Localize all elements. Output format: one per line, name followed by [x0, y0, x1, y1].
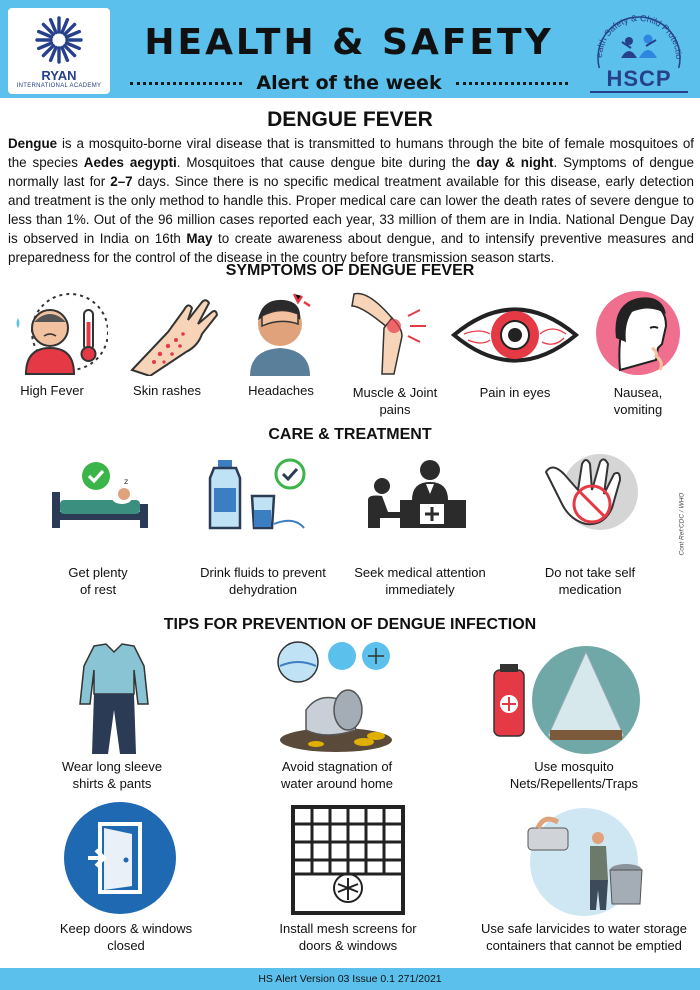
- intro-bold-species: Aedes aegypti: [83, 155, 177, 170]
- page-header-subtitle: Alert of the week: [256, 72, 442, 94]
- symptom-label: High Fever: [20, 383, 84, 398]
- care-label-line2: immediately: [385, 582, 455, 597]
- dotted-divider-right: [456, 82, 568, 85]
- prevention-mosquito-nets: [482, 758, 666, 792]
- symptoms-title: SYMPTOMS OF DENGUE FEVER: [225, 262, 475, 279]
- intro-text-2: . Mosquitoes that cause dengue bite during the: [176, 155, 477, 170]
- joint-pain-icon: [348, 288, 434, 378]
- intro-bold-time: day & night: [476, 155, 554, 170]
- drink-fluids-icon: [204, 458, 314, 530]
- prevention-label-line2: shirts & pants: [72, 776, 152, 791]
- stagnant-water-icon: [276, 640, 394, 756]
- symptom-nausea: [582, 384, 694, 418]
- symptom-muscle-joint: [340, 384, 450, 418]
- svg-text:Health Safety & Child Protecti: [584, 8, 684, 59]
- hscp-underline: [590, 91, 688, 93]
- prevention-label: Wear long sleeve: [61, 759, 163, 774]
- subtitle-row: [118, 72, 580, 94]
- symptom-label-line2: vomiting: [613, 402, 663, 417]
- footer-version: HS Alert Version 03 Issue 0.1 271/2021: [0, 968, 700, 990]
- prevention-label-line2: water around home: [280, 776, 393, 791]
- ryan-logo-subtitle: INTERNATIONAL ACADEMY: [16, 83, 102, 89]
- symptom-fever: [0, 382, 104, 399]
- symptom-label: Muscle & Joint: [352, 385, 438, 400]
- care-no-self-medication: [530, 564, 650, 598]
- nausea-icon: [592, 288, 684, 378]
- closed-door-icon: [60, 800, 180, 916]
- intro-bold-dengue: Dengue: [8, 136, 58, 151]
- source-note-text: Cont Ref:CDC / WHO: [678, 492, 686, 556]
- symptom-label-line2: pains: [379, 402, 411, 417]
- hscp-logo-text: HSCP: [606, 66, 672, 91]
- prevention-avoid-stagnation: [264, 758, 410, 792]
- long-sleeves-icon: [78, 640, 150, 756]
- prevention-mesh-screens: [266, 920, 430, 954]
- care-label-line2: of rest: [79, 582, 117, 597]
- intro-bold-month: May: [186, 231, 213, 246]
- prevention-label-line2: closed: [107, 938, 145, 953]
- mesh-screen-icon: [290, 804, 406, 916]
- prevention-label: Use mosquito: [534, 759, 614, 774]
- prevention-label-line2: doors & windows: [298, 938, 398, 953]
- hscp-emblem-icon: [584, 8, 694, 68]
- ryan-emblem-icon: [8, 8, 110, 68]
- intro-bold-days: 2–7: [110, 174, 133, 189]
- mosquito-net-icon: [490, 644, 640, 756]
- hscp-arc-text: ealth Safety & Child Protectio: [593, 12, 685, 60]
- headache-icon: [240, 290, 322, 376]
- intro-text-5: to create awareness about dengue, and to intensify preventive measures and preparedness for the control of the disease in the country before transmission season starts.: [8, 231, 694, 265]
- symptom-skin-rashes: [112, 382, 222, 399]
- prevention-label: Keep doors & windows: [59, 921, 193, 936]
- ryan-logo-name: RYAN: [41, 68, 77, 83]
- skin-rash-icon: [128, 290, 220, 376]
- prevention-larvicides: [474, 920, 694, 954]
- care-drink-fluids: [190, 564, 336, 598]
- prevention-label: Use safe larvicides to water storage: [481, 921, 687, 936]
- symptom-label: Nausea,: [613, 385, 663, 400]
- ryan-logo: [8, 8, 110, 94]
- prevention-label-line2: Nets/Repellents/Traps: [509, 776, 639, 791]
- hscp-logo: [584, 8, 694, 94]
- care-label-line2: dehydration: [229, 582, 297, 597]
- care-rest: [36, 564, 160, 598]
- larvicide-icon: [524, 800, 644, 920]
- no-self-medication-icon: [542, 454, 638, 532]
- source-note: [676, 492, 686, 560]
- symptom-label: Pain in eyes: [479, 385, 551, 400]
- symptom-pain-in-eyes: [460, 384, 570, 401]
- intro-text-1: is a mosquito-borne viral disease that is transmitted to humans through the bite of female mosquitoes of the species: [8, 136, 694, 170]
- care-label: Do not take self: [544, 565, 636, 580]
- intro-text-4: days. Since there is no specific medical treatment available for this disease, early detection and treatment is the only method to handle this. Proper medical care can lower the death rates of severe dengue to less than 1%. Out of the 96 million cases reported each year, 33 million of them are in India. National Dengue Day is observed in India on 16th: [8, 174, 694, 246]
- intro-paragraph: [8, 134, 694, 267]
- intro-text-3: . Symptoms of dengue normally last for: [8, 155, 695, 189]
- page-header-title: HEALTH & SAFETY: [144, 22, 554, 63]
- fever-icon: [12, 288, 108, 376]
- prevention-label-line2: containers that cannot be emptied: [486, 938, 682, 953]
- symptom-label: Headaches: [248, 383, 314, 398]
- care-seek-medical: [350, 564, 490, 598]
- svg-text:z: z: [124, 477, 129, 486]
- dotted-divider-left: [130, 82, 242, 85]
- bed-rest-icon: [50, 460, 150, 530]
- eye-pain-icon: [450, 300, 580, 370]
- header-title-panel: [118, 8, 580, 94]
- prevention-keep-doors-closed: [46, 920, 206, 954]
- care-title: CARE & TREATMENT: [268, 426, 432, 443]
- care-label: Get plenty: [68, 565, 128, 580]
- prevention-long-sleeves: [42, 758, 182, 792]
- care-label-line2: medication: [558, 582, 622, 597]
- care-label: Seek medical attention: [354, 565, 486, 580]
- page-title: DENGUE FEVER: [267, 108, 433, 131]
- symptom-label: Skin rashes: [133, 383, 201, 398]
- prevention-label: Install mesh screens for: [279, 921, 417, 936]
- care-label: Drink fluids to prevent: [200, 565, 326, 580]
- doctor-consult-icon: [360, 456, 470, 532]
- prevention-title: TIPS FOR PREVENTION OF DENGUE INFECTION: [163, 616, 537, 633]
- prevention-label: Avoid stagnation of: [281, 759, 393, 774]
- symptom-headaches: [226, 382, 336, 399]
